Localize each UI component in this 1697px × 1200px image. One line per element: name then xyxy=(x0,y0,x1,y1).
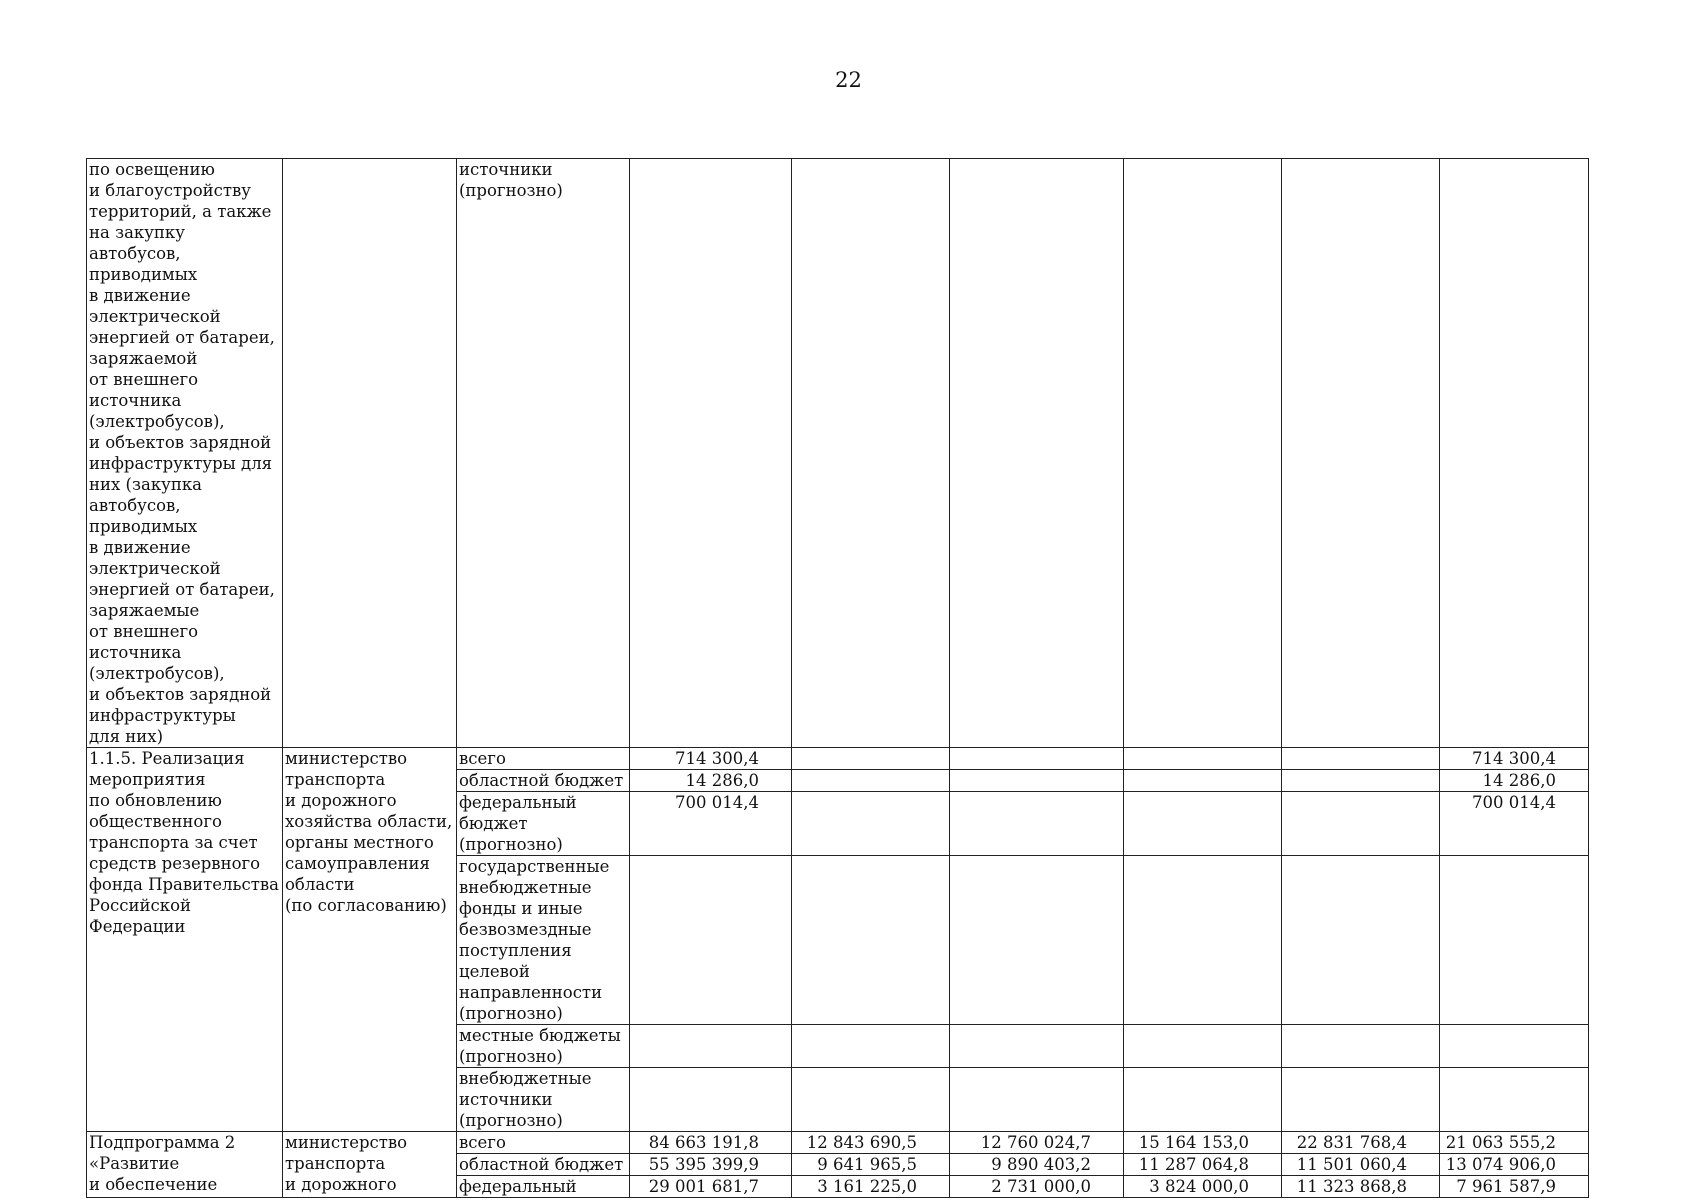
value-cell xyxy=(1440,856,1589,1025)
value-cell: 12 760 024,7 xyxy=(950,1132,1124,1154)
value-cell xyxy=(792,770,950,792)
source-cell: федеральный бюджет (прогнозно) xyxy=(457,792,630,856)
value-cell: 2 731 000,0 xyxy=(950,1176,1124,1198)
value-cell: 9 641 965,5 xyxy=(792,1154,950,1176)
value-cell: 55 395 399,9 xyxy=(630,1154,792,1176)
value-cell xyxy=(1282,856,1440,1025)
value-cell xyxy=(1124,748,1282,770)
value-cell xyxy=(1124,792,1282,856)
value-cell: 9 890 403,2 xyxy=(950,1154,1124,1176)
value-cell: 3 824 000,0 xyxy=(1124,1176,1282,1198)
table-row xyxy=(87,1132,1589,1154)
value-cell xyxy=(630,1025,792,1068)
value-cell: 714 300,4 xyxy=(630,748,792,770)
value-cell xyxy=(1124,159,1282,748)
source-cell: федеральный xyxy=(457,1176,630,1198)
source-cell: всего xyxy=(457,748,630,770)
value-cell xyxy=(1440,159,1589,748)
value-cell xyxy=(950,748,1124,770)
value-cell xyxy=(1282,792,1440,856)
page-number: 22 xyxy=(835,68,862,92)
activity-cell: 1.1.5. Реализация мероприятия по обновлению общественного транспорта за счет средств резервного фонда Правительства Российской Федерации xyxy=(87,748,283,1132)
value-cell: 3 161 225,0 xyxy=(792,1176,950,1198)
budget-table xyxy=(86,158,1589,1198)
value-cell xyxy=(1124,1025,1282,1068)
value-cell: 21 063 555,2 xyxy=(1440,1132,1589,1154)
value-cell xyxy=(1282,1025,1440,1068)
value-cell xyxy=(950,1068,1124,1132)
value-cell xyxy=(1440,1025,1589,1068)
value-cell xyxy=(792,1025,950,1068)
value-cell xyxy=(1124,1068,1282,1132)
value-cell: 13 074 906,0 xyxy=(1440,1154,1589,1176)
activity-cell: Подпрограмма 2 «Развитие и обеспечение xyxy=(87,1132,283,1198)
value-cell xyxy=(792,159,950,748)
value-cell: 84 663 191,8 xyxy=(630,1132,792,1154)
value-cell: 22 831 768,4 xyxy=(1282,1132,1440,1154)
value-cell: 700 014,4 xyxy=(1440,792,1589,856)
value-cell xyxy=(630,1068,792,1132)
value-cell xyxy=(1124,856,1282,1025)
value-cell: 11 323 868,8 xyxy=(1282,1176,1440,1198)
value-cell: 11 287 064,8 xyxy=(1124,1154,1282,1176)
value-cell xyxy=(630,159,792,748)
executor-cell: министерство транспорта и дорожного хозяйства области, органы местного самоуправления области (по согласованию) xyxy=(283,748,457,1132)
value-cell xyxy=(1282,748,1440,770)
value-cell xyxy=(1282,159,1440,748)
value-cell xyxy=(950,856,1124,1025)
activity-cell: по освещению и благоустройству территорий, а также на закупку автобусов, приводимых в движение электрической энергией от батареи, заряжаемой от внешнего источника (электробусов), и объектов зарядной инфраструктуры для них (закупка автобусов, приводимых в движение электрической энергией от батареи, заряжаемые от внешнего источника (электробусов), и объектов зарядной инфраструктуры для них) xyxy=(87,159,283,748)
value-cell: 11 501 060,4 xyxy=(1282,1154,1440,1176)
table-row xyxy=(87,159,1589,748)
source-cell: внебюджетные источники (прогнозно) xyxy=(457,1068,630,1132)
value-cell xyxy=(1440,1068,1589,1132)
value-cell: 7 961 587,9 xyxy=(1440,1176,1589,1198)
value-cell xyxy=(1282,770,1440,792)
value-cell: 714 300,4 xyxy=(1440,748,1589,770)
value-cell: 15 164 153,0 xyxy=(1124,1132,1282,1154)
executor-cell xyxy=(283,159,457,748)
source-cell: областной бюджет xyxy=(457,770,630,792)
value-cell: 14 286,0 xyxy=(630,770,792,792)
table-row xyxy=(87,748,1589,770)
executor-cell: министерство транспорта и дорожного xyxy=(283,1132,457,1198)
value-cell xyxy=(1282,1068,1440,1132)
value-cell xyxy=(950,1025,1124,1068)
value-cell xyxy=(630,856,792,1025)
source-cell: всего xyxy=(457,1132,630,1154)
value-cell xyxy=(950,792,1124,856)
source-cell: местные бюджеты (прогнозно) xyxy=(457,1025,630,1068)
value-cell xyxy=(792,1068,950,1132)
value-cell xyxy=(950,770,1124,792)
value-cell: 700 014,4 xyxy=(630,792,792,856)
value-cell xyxy=(792,748,950,770)
value-cell xyxy=(792,792,950,856)
value-cell xyxy=(1124,770,1282,792)
value-cell xyxy=(792,856,950,1025)
value-cell: 14 286,0 xyxy=(1440,770,1589,792)
value-cell: 29 001 681,7 xyxy=(630,1176,792,1198)
value-cell: 12 843 690,5 xyxy=(792,1132,950,1154)
source-cell: областной бюджет xyxy=(457,1154,630,1176)
value-cell xyxy=(950,159,1124,748)
source-cell: государственные внебюджетные фонды и иные безвозмездные поступления целевой направленности (прогнозно) xyxy=(457,856,630,1025)
source-cell: источники (прогнозно) xyxy=(457,159,630,748)
